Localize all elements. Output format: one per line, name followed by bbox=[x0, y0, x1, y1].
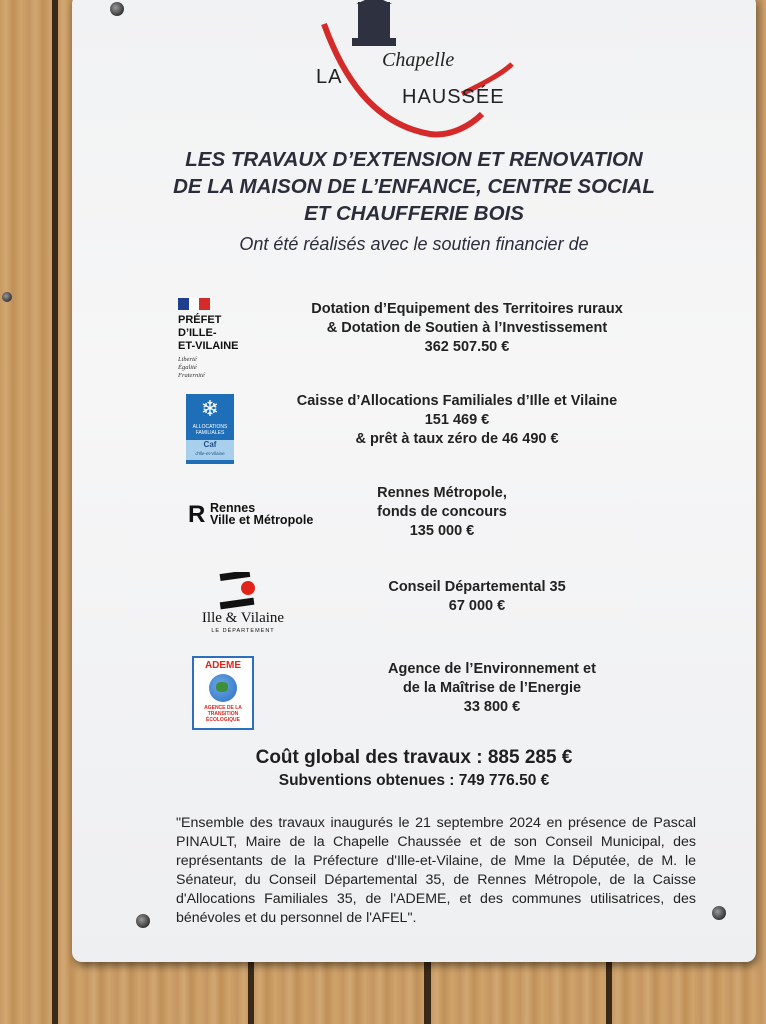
total-subsidies: Subventions obtenues : 749 776.50 € bbox=[278, 772, 550, 789]
funder-text bbox=[277, 300, 657, 357]
funder-amount: 151 469 € bbox=[424, 412, 490, 428]
rennes-logo-text: Ville et Métropole bbox=[210, 513, 314, 527]
screw bbox=[110, 2, 124, 16]
prefet-logo-text: D’ILLE- bbox=[178, 327, 217, 339]
caf-logo-text: d'Ille-et-Vilaine bbox=[195, 451, 225, 456]
prefet-motto: Liberté bbox=[178, 356, 197, 363]
globe-icon bbox=[209, 674, 237, 702]
ademe-logo-text: ADEME bbox=[204, 660, 242, 671]
title-line: LES TRAVAUX D’EXTENSION ET RENOVATION bbox=[185, 148, 643, 171]
title-line: DE LA MAISON DE L’ENFANCE, CENTRE SOCIAL bbox=[173, 175, 655, 198]
screw bbox=[712, 906, 726, 920]
prefet-motto: Fraternité bbox=[178, 372, 205, 379]
information-sign bbox=[72, 0, 756, 962]
screw bbox=[2, 292, 12, 302]
prefet-logo bbox=[178, 298, 268, 380]
prefet-motto: Égalité bbox=[178, 364, 197, 371]
inauguration-quote: "Ensemble des travaux inaugurés le 21 septembre 2024 en présence de Pascal PINAULT, Maire de la Chapelle Chaussée et de son Conseil Municipal, des représentants de la Préfecture d'Ille-et-Vilaine, de Mme la Députée, de M. le Sénateur, du Conseil Départemental 35, de Rennes Métropole, de la Caisse d'Allocations Familiales 35, de l'ADEME, et des communes utilisatrices, des bénévoles et du personnel de l'AFEL". bbox=[176, 815, 696, 926]
caf-logo-text: Caf bbox=[203, 440, 217, 449]
ademe-logo-text: TRANSITION bbox=[207, 711, 239, 717]
ademe-logo bbox=[192, 656, 254, 730]
ille-et-vilaine-logo-text: LE DÉPARTEMENT bbox=[211, 628, 275, 634]
funder-text bbox=[267, 392, 647, 449]
sign-title bbox=[72, 146, 756, 227]
funder-text bbox=[292, 484, 592, 541]
ademe-logo-text: ÉCOLOGIQUE bbox=[206, 717, 240, 723]
funder-text bbox=[292, 578, 662, 616]
french-flag-icon bbox=[178, 298, 210, 310]
funder-line: & Dotation de Soutien à l’Investissement bbox=[326, 320, 608, 336]
logo-text-chapelle: Chapelle bbox=[382, 49, 455, 71]
prefet-logo-text: ET-VILAINE bbox=[178, 340, 239, 352]
ademe-logo-text: AGENCE DE LA bbox=[204, 705, 242, 711]
title-line: ET CHAUFFERIE BOIS bbox=[304, 202, 524, 225]
logo-text-haussee: HAUSSÉE bbox=[402, 86, 505, 108]
funder-line: Dotation d’Equipement des Territoires ruraux bbox=[311, 301, 623, 317]
funder-text bbox=[327, 660, 657, 717]
rennes-r-icon: R bbox=[188, 501, 206, 528]
logo-text-la: LA bbox=[316, 66, 343, 88]
screw bbox=[136, 914, 150, 928]
prefet-logo-text: PRÉFET bbox=[178, 314, 222, 326]
funder-line: Agence de l’Environnement et bbox=[388, 661, 596, 677]
funder-line: de la Maîtrise de l’Energie bbox=[402, 680, 582, 696]
wood-slat bbox=[0, 0, 52, 1024]
town-logo bbox=[312, 0, 522, 139]
sign-subtitle: Ont été réalisés avec le soutien financier de bbox=[239, 234, 589, 254]
caf-logo-text: FAMILIALES bbox=[195, 430, 225, 436]
ille-et-vilaine-logo-text: Ille & Vilaine bbox=[201, 610, 285, 626]
funder-line: & prêt à taux zéro de 46 490 € bbox=[355, 431, 559, 447]
funder-amount: 33 800 € bbox=[463, 699, 521, 715]
funder-amount: 67 000 € bbox=[448, 598, 506, 614]
funder-line: Conseil Départemental 35 bbox=[388, 579, 566, 595]
funder-amount: 135 000 € bbox=[409, 523, 475, 539]
snowflake-icon: ❄ bbox=[200, 396, 220, 421]
caf-logo bbox=[186, 394, 234, 464]
total-cost: Coût global des travaux : 885 285 € bbox=[255, 747, 573, 768]
funder-line: Rennes Métropole, bbox=[377, 485, 507, 501]
departement-emblem-icon bbox=[218, 572, 258, 610]
funder-line: fonds de concours bbox=[377, 504, 507, 520]
funder-amount: 362 507.50 € bbox=[424, 339, 510, 355]
funder-line: Caisse d’Allocations Familiales d’Ille et Vilaine bbox=[296, 393, 618, 409]
rennes-logo-text: Rennes bbox=[210, 501, 256, 515]
caf-logo-text: ALLOCATIONS bbox=[192, 424, 228, 430]
